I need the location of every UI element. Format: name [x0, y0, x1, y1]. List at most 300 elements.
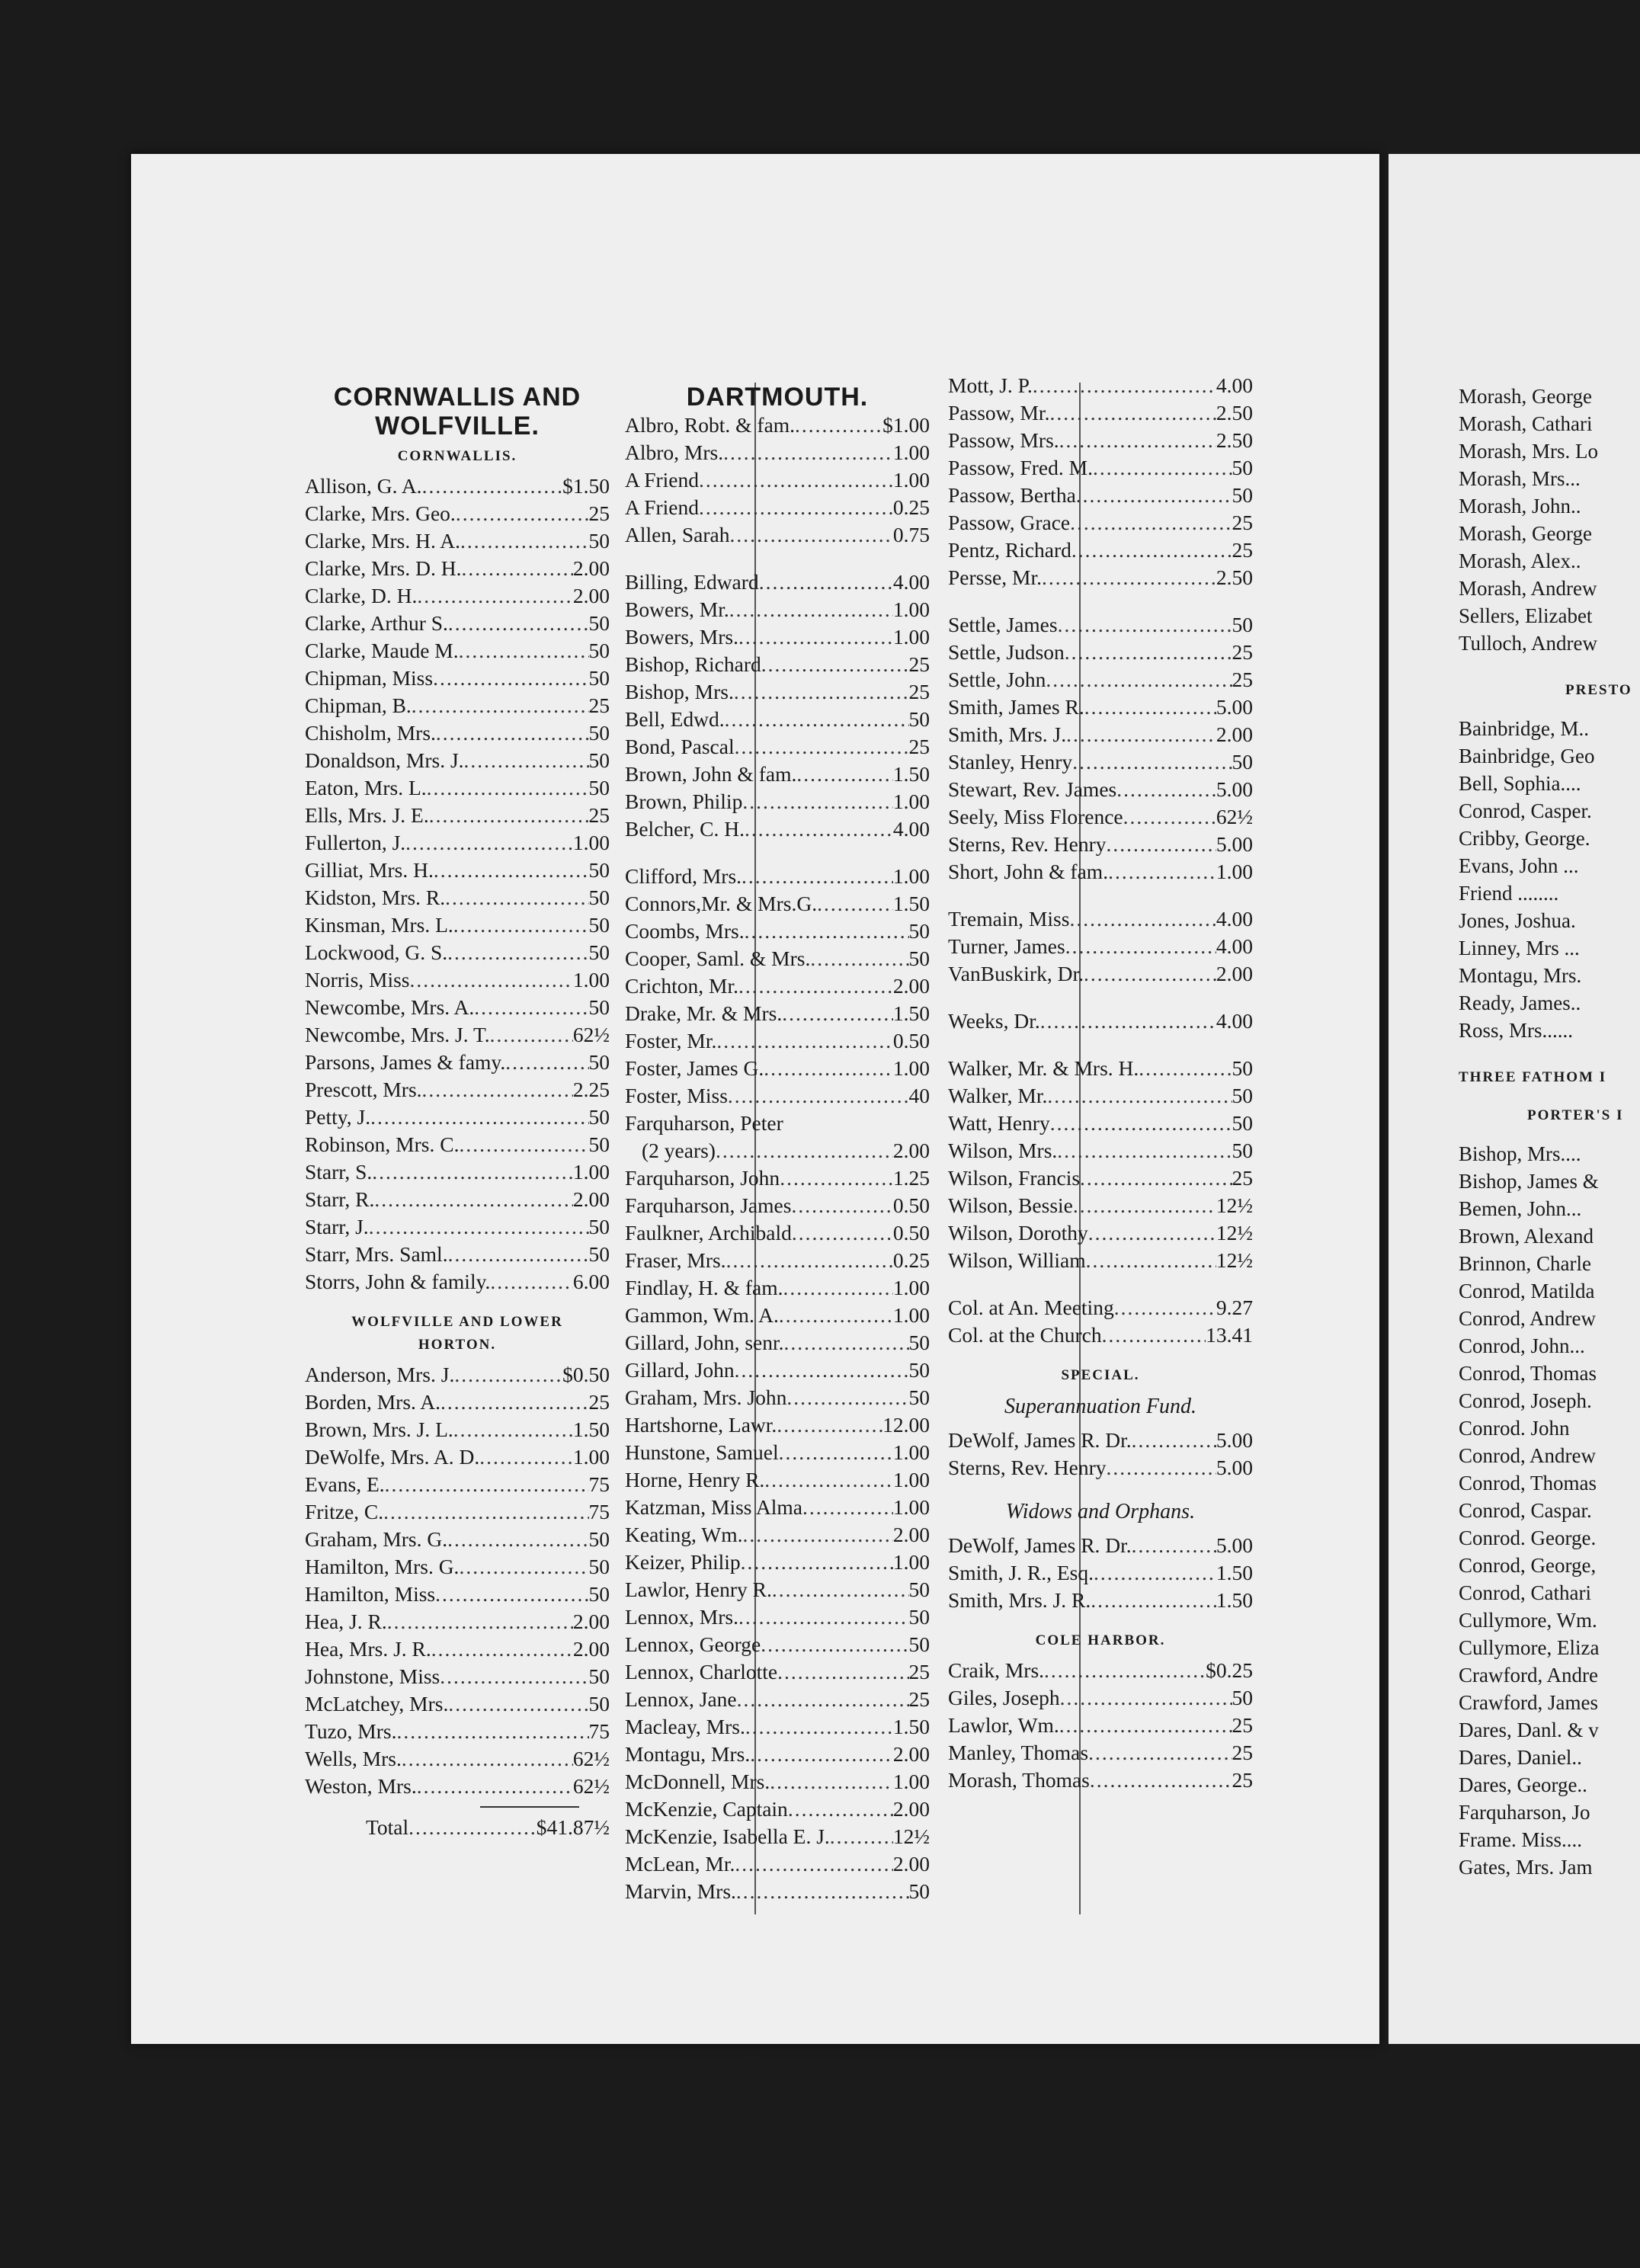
entry-amount: 5.00	[1216, 1428, 1253, 1452]
entry-amount: 50	[1232, 456, 1253, 479]
entry-amount: 13.41	[1206, 1323, 1253, 1347]
entry-amount: 50	[588, 529, 610, 553]
entry-name: Albro, Mrs.	[625, 440, 724, 464]
entry-row	[625, 1027, 930, 1055]
entry-name: Mott, J. P.	[948, 373, 1033, 397]
entry-row	[625, 678, 930, 706]
entry-row	[305, 1104, 610, 1131]
entry-name: Chipman, Miss	[305, 666, 434, 690]
entry-name: Starr, S.	[305, 1160, 373, 1184]
entry-name: Bowers, Mr.	[625, 597, 729, 621]
entry-list	[1459, 715, 1640, 1044]
entry-row	[625, 1713, 930, 1741]
entry-row	[948, 1684, 1253, 1712]
subsection-heading: PORTER'S I	[1527, 1107, 1624, 1123]
entry-row: Morash, John..	[1459, 495, 1581, 517]
entry-row: Conrod, Andrew	[1459, 1444, 1596, 1467]
entry-name: Passow, Bertha	[948, 483, 1076, 507]
entry-amount: 2.00	[892, 1742, 930, 1766]
entry-name: Allison, G. A.	[305, 474, 422, 498]
entry-amount: 0.50	[892, 1193, 930, 1217]
entry-name: Marvin, Mrs.	[625, 1879, 736, 1903]
entry-row	[625, 1878, 930, 1905]
entry-row: Cullymore, Eliza	[1459, 1636, 1600, 1659]
entry-name: Donaldson, Mrs. J.	[305, 748, 464, 772]
entry-name: A Friend	[625, 495, 700, 519]
entry-row	[948, 694, 1253, 721]
page-number: 8	[747, 2044, 760, 2072]
entry-name: Settle, James	[948, 613, 1058, 636]
entry-row	[305, 747, 610, 774]
entry-amount: 25	[1232, 538, 1253, 562]
entry-row	[305, 1608, 610, 1635]
entry-amount: 2.00	[572, 1187, 610, 1211]
entry-name: Newcombe, Mrs. J. T.	[305, 1023, 490, 1046]
entry-name: Passow, Mr.	[948, 401, 1050, 424]
fund-heading: Superannuation Fund.	[1004, 1395, 1196, 1418]
entry-amount: 2.00	[572, 584, 610, 607]
entry-amount: 1.50	[1216, 1588, 1253, 1612]
entry-name: McDonnell, Mrs.	[625, 1770, 770, 1793]
entry-amount: 2.00	[892, 974, 930, 998]
entry-amount: 25	[1232, 668, 1253, 691]
entry-name: Clarke, Mrs. Geo.	[305, 501, 456, 525]
entry-row	[625, 1384, 930, 1411]
entry-row: Ross, Mrs......	[1459, 1019, 1574, 1042]
entry-row	[625, 863, 930, 890]
entry-row	[305, 1635, 610, 1663]
entry-amount: 9.27	[1216, 1296, 1253, 1319]
entry-row: Ready, James..	[1459, 991, 1581, 1014]
entry-amount: 25	[1232, 1741, 1253, 1764]
entry-row	[305, 1186, 610, 1213]
entry-amount: 1.25	[892, 1166, 930, 1190]
entry-row	[625, 1850, 930, 1878]
entry-row	[948, 1137, 1253, 1164]
entry-amount: 50	[588, 1692, 610, 1715]
entry-amount: 0.50	[892, 1221, 930, 1245]
entry-row	[948, 1767, 1253, 1794]
entry-name: Chisholm, Mrs.	[305, 721, 436, 745]
entry-row	[625, 1411, 930, 1439]
entry-name: Chipman, B.	[305, 694, 412, 717]
entry-amount: 50	[588, 666, 610, 690]
entry-name: Parsons, James & famy.	[305, 1050, 506, 1074]
entry-amount: 1.50	[1216, 1561, 1253, 1584]
entry-amount: 12.00	[882, 1413, 930, 1437]
entry-amount: 1.00	[892, 1303, 930, 1327]
entry-name: Borden, Mrs. A.	[305, 1390, 440, 1414]
entry-row	[305, 1076, 610, 1104]
entry-row: Conrod, Thomas	[1459, 1362, 1597, 1385]
entry-row	[305, 829, 610, 857]
entry-name: McKenzie, Isabella E. J.	[625, 1824, 830, 1848]
entry-row: Conrod, John...	[1459, 1334, 1585, 1357]
entry-amount: 50	[1232, 750, 1253, 774]
entry-name: Brown, Mrs. J. L.	[305, 1418, 453, 1441]
entry-amount: 2.00	[1216, 962, 1253, 985]
entry-row: Conrod, Matilda	[1459, 1280, 1595, 1302]
entry-name: Turner, James	[948, 934, 1065, 958]
entry-row	[948, 454, 1253, 482]
entry-name: Clarke, Arthur S.	[305, 611, 448, 635]
entry-amount: 1.50	[892, 1715, 930, 1738]
entry-name: Stewart, Rev. James	[948, 777, 1117, 801]
entry-name: Wilson, Francis	[948, 1166, 1081, 1190]
entry-row	[305, 1213, 610, 1241]
entry-amount: 4.00	[1216, 934, 1253, 958]
entry-amount: 1.00	[892, 1056, 930, 1080]
entry-amount: 0.25	[892, 495, 930, 519]
entry-row: Gates, Mrs. Jam	[1459, 1856, 1593, 1879]
entry-row: Conrod, Caspar.	[1459, 1499, 1592, 1522]
entry-name: Weeks, Dr.	[948, 1009, 1040, 1033]
entry-name: Macleay, Mrs.	[625, 1715, 745, 1738]
entry-name: Brown, John & fam.	[625, 762, 797, 786]
entry-amount: 50	[588, 1105, 610, 1129]
entry-amount: 50	[588, 1582, 610, 1606]
entry-amount: 62½	[1216, 805, 1253, 828]
entry-row	[948, 666, 1253, 694]
entry-list	[948, 372, 1253, 591]
entry-name: Lennox, George	[625, 1632, 761, 1656]
entry-amount: 50	[908, 1632, 930, 1656]
entry-amount: 50	[588, 721, 610, 745]
entry-amount: 50	[588, 913, 610, 937]
entry-amount: $0.50	[562, 1363, 610, 1386]
subsection-heading: SPECIAL.	[1061, 1367, 1140, 1383]
entry-row	[948, 1294, 1253, 1321]
entry-row	[305, 1021, 610, 1049]
entry-row	[625, 1631, 930, 1658]
entry-name: Graham, Mrs. G.	[305, 1527, 448, 1551]
entry-row	[305, 1526, 610, 1553]
entry-row	[305, 582, 610, 610]
entry-name: McKenzie, Captain	[625, 1797, 788, 1821]
subsection-heading: THREE FATHOM I	[1459, 1069, 1607, 1085]
entry-amount: 1.00	[892, 790, 930, 813]
entry-row	[305, 637, 610, 665]
entry-row: Morash, George	[1459, 385, 1592, 408]
entry-row	[625, 1055, 930, 1082]
entry-name: Foster, James G.	[625, 1056, 764, 1080]
entry-amount: 2.00	[892, 1797, 930, 1821]
entry-amount: 40	[908, 1084, 930, 1107]
entry-amount: 2.50	[1216, 401, 1253, 424]
entry-row	[625, 972, 930, 1000]
entry-row: Conrod, George,	[1459, 1554, 1597, 1577]
entry-row	[625, 1082, 930, 1110]
entry-row	[948, 1164, 1253, 1192]
entry-name: Lawlor, Henry R.	[625, 1578, 772, 1601]
entry-row: Bainbridge, Geo	[1459, 745, 1595, 767]
entry-amount: 5.00	[1216, 777, 1253, 801]
entry-name: Newcombe, Mrs. A.	[305, 995, 475, 1019]
entry-name: Hea, J. R.	[305, 1610, 387, 1633]
entry-name: Starr, J.	[305, 1215, 369, 1238]
entry-row	[305, 1718, 610, 1745]
entry-name: Walker, Mr. & Mrs. H.	[948, 1056, 1139, 1080]
entry-amount: 25	[1232, 640, 1253, 664]
entry-name: Giles, Joseph	[948, 1686, 1060, 1709]
entry-row	[305, 884, 610, 911]
entry-row: Conrod, Casper.	[1459, 799, 1592, 822]
entry-row: Conrod, Andrew	[1459, 1307, 1596, 1330]
entry-row	[305, 1158, 610, 1186]
entry-amount: 50	[588, 748, 610, 772]
entry-amount: 50	[588, 776, 610, 799]
entry-name: Starr, Mrs. Saml.	[305, 1242, 448, 1266]
entry-row	[948, 1110, 1253, 1137]
entry-row	[305, 665, 610, 692]
entry-name: Gilliat, Mrs. H.	[305, 858, 434, 882]
entry-amount: 25	[588, 803, 610, 827]
entry-row: Crawford, James	[1459, 1691, 1598, 1714]
entry-row	[948, 564, 1253, 591]
entry-amount: 50	[1232, 1084, 1253, 1107]
entry-row	[948, 509, 1253, 537]
entry-name: Persse, Mr.	[948, 565, 1042, 589]
entry-row	[305, 1416, 610, 1443]
entry-row: Montagu, Mrs.	[1459, 964, 1582, 987]
entry-name: Kinsman, Mrs. L.	[305, 913, 453, 937]
entry-row	[625, 1164, 930, 1192]
entry-amount: 50	[588, 858, 610, 882]
entry-name: Farquharson, John	[625, 1166, 780, 1190]
entry-amount: 1.00	[892, 864, 930, 888]
entry-amount: 25	[1232, 1713, 1253, 1737]
entry-amount: 1.00	[892, 468, 930, 492]
entry-row	[305, 857, 610, 884]
entry-name: Faulkner, Archibald	[625, 1221, 792, 1245]
entry-name: Passow, Mrs.	[948, 428, 1059, 452]
entry-row	[305, 1745, 610, 1773]
entry-amount: $0.25	[1206, 1658, 1253, 1682]
entry-row	[948, 858, 1253, 886]
entry-name: Col. at An. Meeting	[948, 1296, 1114, 1319]
entry-amount: 50	[908, 1331, 930, 1354]
entry-row	[305, 1268, 610, 1296]
entry-row	[625, 651, 930, 678]
entry-row	[625, 1137, 930, 1164]
entry-row	[948, 1739, 1253, 1767]
entry-row	[305, 1049, 610, 1076]
entry-amount: 62½	[572, 1023, 610, 1046]
entry-row	[305, 1773, 610, 1800]
entry-name: VanBuskirk, Dr.	[948, 962, 1084, 985]
total-row	[305, 1814, 610, 1841]
entry-name: Eaton, Mrs. L.	[305, 776, 427, 799]
entry-row: Brinnon, Charle	[1459, 1252, 1591, 1275]
entry-name: McLean, Mr.	[625, 1852, 735, 1876]
entry-amount: 6.00	[572, 1270, 610, 1293]
entry-amount: 1.50	[892, 892, 930, 915]
entry-row	[305, 610, 610, 637]
entry-amount: 2.00	[892, 1139, 930, 1162]
entry-row	[948, 1712, 1253, 1739]
entry-row: Bell, Sophia....	[1459, 772, 1581, 795]
entry-list	[948, 1532, 1253, 1614]
entry-name: Foster, Miss	[625, 1084, 728, 1107]
entry-list	[305, 472, 610, 1296]
entry-amount: 50	[588, 1132, 610, 1156]
entry-amount: 12½	[1216, 1221, 1253, 1245]
entry-row	[948, 933, 1253, 960]
entry-row: Tulloch, Andrew	[1459, 632, 1598, 655]
entry-name: Foster, Mr.	[625, 1029, 717, 1052]
entry-name: Connors,Mr. & Mrs.G.	[625, 892, 818, 915]
entry-amount: 50	[908, 707, 930, 731]
entry-row	[625, 1768, 930, 1796]
entry-list	[948, 1294, 1253, 1349]
entry-row	[948, 372, 1253, 399]
entry-amount: 50	[1232, 613, 1253, 636]
entry-amount: 1.00	[892, 1468, 930, 1491]
entry-row	[948, 537, 1253, 564]
entry-name: Farquharson, James	[625, 1193, 792, 1217]
entry-list	[305, 1361, 610, 1800]
entry-row	[948, 1247, 1253, 1274]
entry-name: Manley, Thomas	[948, 1741, 1089, 1764]
entry-amount: 50	[908, 919, 930, 943]
entry-row	[948, 905, 1253, 933]
entry-row	[948, 721, 1253, 748]
entry-amount: 25	[588, 501, 610, 525]
entry-list	[1459, 1140, 1640, 1881]
entry-amount: 25	[1232, 1768, 1253, 1792]
entry-amount: 50	[908, 947, 930, 970]
entry-amount: 2.25	[572, 1078, 610, 1101]
book-page	[131, 154, 1379, 2072]
entry-amount: 1.00	[572, 1445, 610, 1469]
entry-row	[305, 1498, 610, 1526]
entry-list	[948, 1657, 1253, 1794]
entry-amount: 50	[1232, 1056, 1253, 1080]
entry-row	[305, 1131, 610, 1158]
entry-name: Belcher, C. H.	[625, 817, 745, 841]
entry-name: Storrs, John & family.	[305, 1270, 491, 1293]
entry-name: Allen, Sarah	[625, 523, 730, 546]
entry-row	[625, 623, 930, 651]
entry-row: Jones, Joshua.	[1459, 909, 1576, 932]
entry-row	[625, 890, 930, 918]
entry-row	[948, 1587, 1253, 1614]
entry-row	[625, 1329, 930, 1357]
entry-amount: 1.00	[1216, 860, 1253, 883]
entry-list	[948, 1007, 1253, 1035]
entry-row	[305, 555, 610, 582]
entry-name: Settle, Judson	[948, 640, 1065, 664]
entry-name: Short, John & fam.	[948, 860, 1109, 883]
entry-row	[625, 466, 930, 494]
entry-row: Dares, George..	[1459, 1773, 1587, 1796]
entry-amount: 25	[908, 652, 930, 676]
entry-amount: 50	[588, 639, 610, 662]
entry-row	[305, 1581, 610, 1608]
entry-row	[305, 1663, 610, 1690]
entry-amount: 25	[1232, 511, 1253, 534]
entry-list	[948, 1055, 1253, 1274]
entry-amount: 75	[588, 1719, 610, 1743]
entry-name: A Friend	[625, 468, 700, 492]
entry-amount: 2.00	[892, 1852, 930, 1876]
entry-amount: 50	[588, 611, 610, 635]
entry-amount: 25	[908, 1687, 930, 1711]
entry-name: Gillard, John, senr.	[625, 1331, 784, 1354]
entry-row	[305, 1553, 610, 1581]
entry-amount: 1.00	[892, 1276, 930, 1299]
entry-amount: 0.25	[892, 1248, 930, 1272]
entry-amount: 50	[1232, 1111, 1253, 1135]
entry-row	[948, 1055, 1253, 1082]
entry-amount: 1.00	[572, 968, 610, 991]
entry-row: Conrod. John	[1459, 1417, 1570, 1440]
subsection-heading: WOLFVILLE AND LOWER	[351, 1314, 563, 1330]
entry-amount: 4.00	[1216, 1009, 1253, 1033]
entry-name: Petty, J.	[305, 1105, 371, 1129]
entry-row	[948, 748, 1253, 776]
entry-amount: 2.00	[892, 1523, 930, 1546]
entry-name: DeWolf, James R. Dr.	[948, 1428, 1132, 1452]
entry-amount: $1.50	[562, 474, 610, 498]
entry-list	[625, 412, 930, 549]
entry-name: Billing, Edward	[625, 570, 759, 594]
entry-name: Wilson, Dorothy	[948, 1221, 1088, 1245]
entry-row	[305, 911, 610, 939]
entry-row: Conrod, Cathari	[1459, 1581, 1591, 1604]
entry-row	[305, 939, 610, 966]
entry-list	[1459, 383, 1640, 657]
entry-amount: 12½	[1216, 1248, 1253, 1272]
entry-amount: 5.00	[1216, 1456, 1253, 1479]
entry-row: Bishop, James &	[1459, 1170, 1599, 1193]
entry-row	[625, 596, 930, 623]
entry-row	[625, 1796, 930, 1823]
entry-name: Bond, Pascal	[625, 735, 735, 758]
entry-name: Smith, J. R., Esq.	[948, 1561, 1094, 1584]
entry-amount: 50	[1232, 483, 1253, 507]
entry-amount: 50	[908, 1605, 930, 1629]
entry-row	[625, 1219, 930, 1247]
entry-amount: 5.00	[1216, 1533, 1253, 1557]
entry-amount: 50	[908, 1385, 930, 1409]
entry-row	[948, 803, 1253, 831]
entry-row	[948, 1192, 1253, 1219]
entry-row	[625, 1741, 930, 1768]
entry-list	[948, 1427, 1253, 1482]
column-dartmouth-continued	[948, 372, 1253, 1794]
entry-row: Linney, Mrs ...	[1459, 937, 1580, 959]
entry-row	[305, 472, 610, 500]
entry-name: Bell, Edwd.	[625, 707, 725, 731]
entry-row: Crawford, Andre	[1459, 1664, 1598, 1687]
entry-name: Gillard, John	[625, 1358, 735, 1382]
facing-page-column	[1459, 383, 1640, 1881]
entry-name: Hartshorne, Lawr.	[625, 1413, 777, 1437]
entry-row: Friend ........	[1459, 882, 1559, 905]
entry-name: Johnstone, Miss	[305, 1664, 440, 1688]
entry-name: Norris, Miss	[305, 968, 410, 991]
subsection-heading: CORNWALLIS.	[397, 448, 517, 464]
entry-name: (2 years)	[642, 1139, 716, 1162]
entry-row	[948, 427, 1253, 454]
entry-name: Clarke, Maude M.	[305, 639, 459, 662]
entry-name: Wilson, Bessie	[948, 1193, 1073, 1217]
entry-name: Brown, Philip	[625, 790, 743, 813]
entry-amount: 50	[588, 940, 610, 964]
entry-amount: 50	[588, 1664, 610, 1688]
entry-amount: 25	[1232, 1166, 1253, 1190]
